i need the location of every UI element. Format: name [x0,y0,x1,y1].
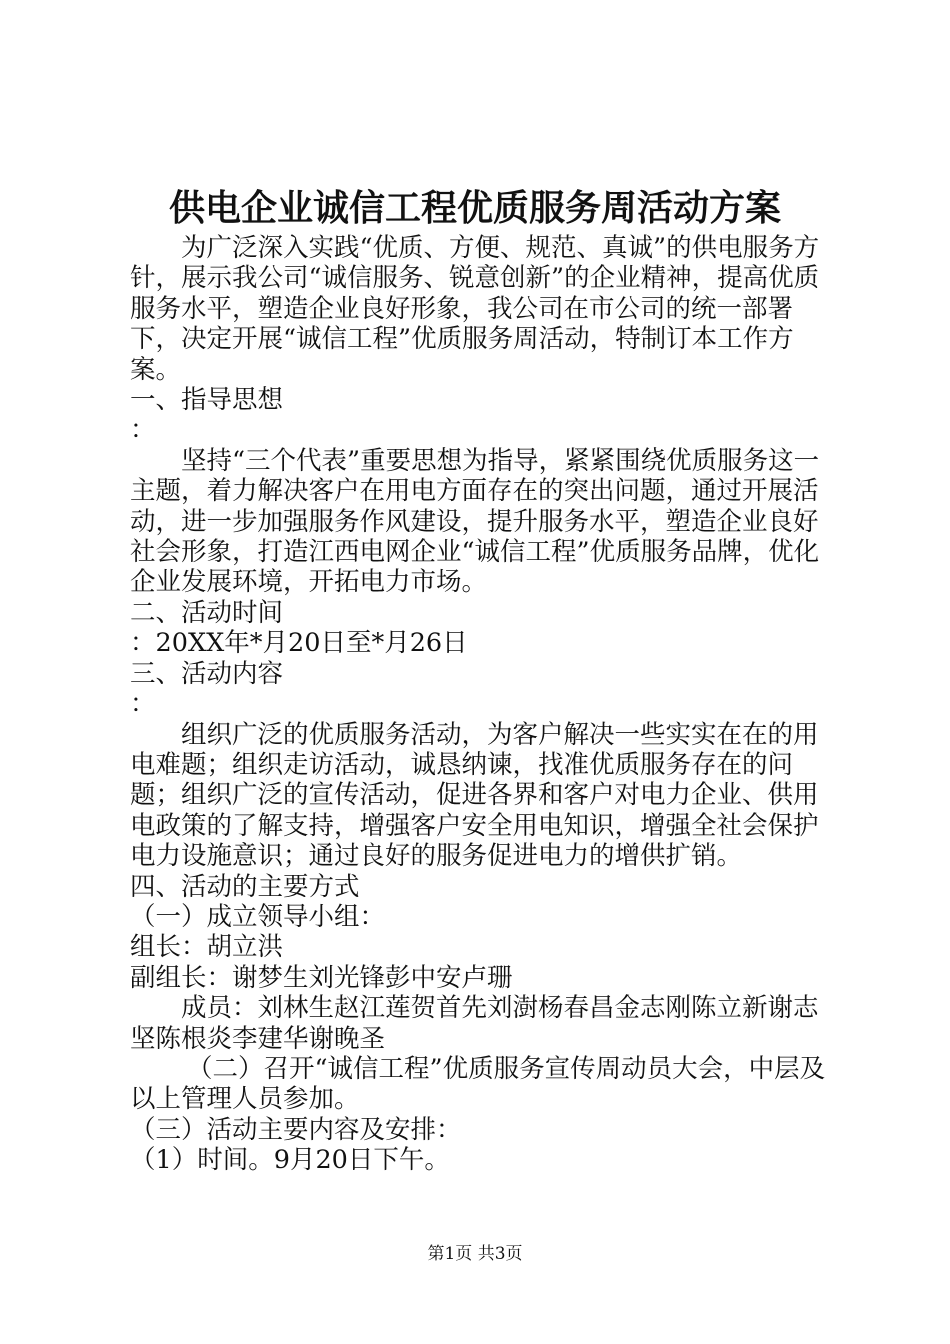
document-title: 供电企业诚信工程优质服务周活动方案 [168,187,781,229]
deputy-leaders: 副组长：谢梦生刘光锋彭中安卢珊 [130,962,513,993]
section-colon: ： [130,415,156,446]
group-leader: 组长：胡立洪 [130,932,284,963]
intro-paragraph: 为广泛深入实践“优质、方便、规范、真诚”的供电服务方针，展示我公司“诚信服务、锐意创新”的企业精神，提高优质服务水平，塑造企业良好形象，我公司在市公司的统一部署下，决定开展“诚信工程”优质服务周活动，特制订本工作方案。 [130,233,820,385]
document-body [130,233,830,1176]
section-heading-guiding-ideology: 一、指导思想 [130,385,284,416]
item-leading-group: （一）成立领导小组： [130,901,386,932]
item-main-content: （三）活动主要内容及安排： [130,1114,462,1145]
activity-time-text: ：20XX年*月20日至*月26日 [130,628,468,659]
section-colon: ： [130,689,156,720]
group-members: 成员：刘林生赵江莲贺首先刘澍杨春昌金志刚陈立新谢志坚陈根炎李建华谢晚圣 [130,993,819,1054]
item-time: （1）时间。9月20日下午。 [130,1145,450,1176]
section-heading-activity-time: 二、活动时间 [130,597,284,628]
page-footer: 第1页 共3页 [427,1244,523,1264]
section-heading-main-methods: 四、活动的主要方式 [130,871,360,902]
activity-content-paragraph: 组织广泛的优质服务活动，为客户解决一些实实在在的用电难题；组织走访活动，诚恳纳谏，找准优质服务存在的问题；组织广泛的宣传活动，促进各界和客户对电力企业、供用电政策的了解支持，增强客户安全用电知识，增强全社会保护电力设施意识；通过良好的服务促进电力的增供扩销。 [130,719,819,872]
section-heading-activity-content: 三、活动内容 [130,658,284,689]
guiding-ideology-paragraph: 坚持“三个代表”重要思想为指导，紧紧围绕优质服务这一主题，着力解决客户在用电方面存在的突出问题，通过开展活动，进一步加强服务作风建设，提升服务水平，塑造企业良好社会形象，打造江西电网企业“诚信工程”优质服务品牌，优化企业发展环境，开拓电力市场。 [130,445,820,598]
item-mobilization-meeting: （二）召开“诚信工程”优质服务宣传周动员大会，中层及以上管理人员参加。 [130,1053,826,1115]
